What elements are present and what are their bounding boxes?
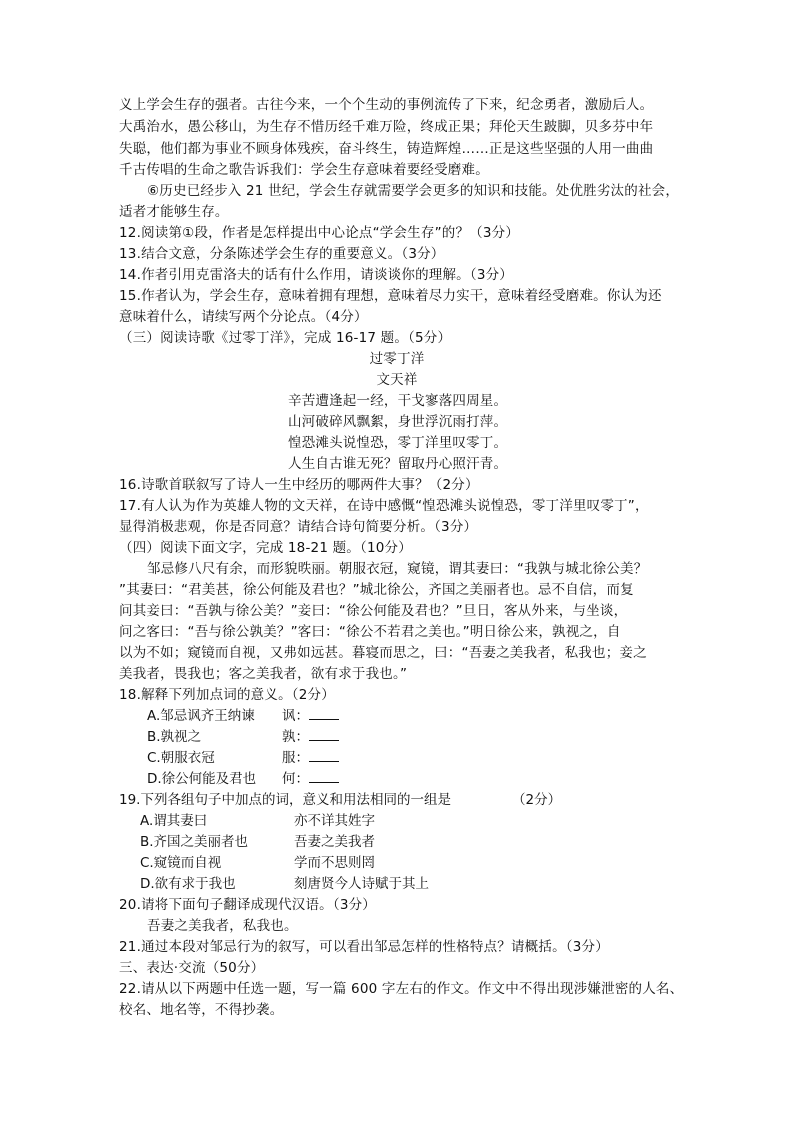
question-19-text: 19.下列各组句子中加点的词，意义和用法相同的一组是 bbox=[119, 792, 451, 808]
question-15-cont: 意味着什么，请续写两个分论点。（4分） bbox=[119, 309, 368, 325]
question-20-sentence: 吾妻之美我者，私我也。 bbox=[147, 918, 298, 934]
passage-line: 义上学会生存的强者。古往今来，一个个生动的事例流传了下来，纪念勇者，激励后人。 bbox=[119, 97, 654, 113]
q18-item-text: D.徐公何能及君也 bbox=[147, 771, 257, 787]
poem-line: 辛苦遭逢起一经，干戈寥落四周星。 bbox=[288, 393, 508, 409]
classical-text-line: 以为不如；窥镜而自视，又弗如远甚。暮寝而思之，曰：“吾妻之美我者，私我也；妾之 bbox=[119, 645, 647, 661]
q18-item-answer[interactable]: 何： bbox=[282, 769, 339, 789]
question-16: 16.诗歌首联叙写了诗人一生中经历的哪两件大事？（2分） bbox=[119, 477, 479, 493]
passage-line: 大禹治水，愚公移山，为生存不惜历经千难万险，终成正果；拜伦天生跛脚，贝多芬中年 bbox=[119, 119, 654, 135]
passage-line: 失聪，他们都为事业不顾身体残疾，奋斗终生，铸造辉煌……正是这些坚强的人用一曲曲 bbox=[119, 141, 654, 157]
question-12: 12.阅读第①段，作者是怎样提出中心论点“学会生存”的？（3分） bbox=[119, 225, 520, 241]
question-22: 22.请从以下两题中任选一题，写一篇 600 字左右的作文。作文中不得出现涉嫌泄密的人名、 bbox=[119, 981, 684, 997]
q19-option-left: C.窥镜而自视 bbox=[140, 855, 222, 871]
q19-option-right: 学而不思则罔 bbox=[294, 855, 375, 871]
passage-line: 适者才能够生存。 bbox=[119, 204, 229, 220]
question-20: 20.请将下面句子翻译成现代汉语。（3分） bbox=[119, 897, 377, 913]
question-18: 18.解释下列加点词的意义。（2分） bbox=[119, 687, 335, 703]
classical-text-line: ”其妻曰：“君美甚，徐公何能及君也？”城北徐公，齐国之美丽者也。忌不自信，而复 bbox=[119, 582, 634, 598]
question-22-cont: 校名、地名等，不得抄袭。 bbox=[119, 1002, 284, 1018]
poem-author: 文天祥 bbox=[376, 372, 418, 388]
question-13: 13.结合文意，分条陈述学会生存的重要意义。（3分） bbox=[119, 246, 445, 262]
answer-blank[interactable] bbox=[309, 770, 339, 783]
question-21: 21.通过本段对邹忌行为的叙写，可以看出邹忌怎样的性格特点？请概括。（3分） bbox=[119, 939, 609, 955]
question-14: 14.作者引用克雷洛夫的话有什么作用，请谈谈你的理解。（3分） bbox=[119, 267, 514, 283]
question-17: 17.有人认为作为英雄人物的文天祥，在诗中感慨“惶恐滩头说惶恐，零丁洋里叹零丁”， bbox=[119, 498, 649, 514]
passage-paragraph-6: ⑥历史已经步入 21 世纪，学会生存就需要学会更多的知识和技能。处优胜劣汰的社会， bbox=[147, 183, 680, 199]
classical-text-line: 问其妾曰：“吾孰与徐公美？”妾曰：“徐公何能及君也？”旦日，客从外来，与坐谈， bbox=[119, 603, 628, 619]
poem-line: 人生自古谁无死？留取丹心照汗青。 bbox=[288, 456, 508, 472]
q18-item-answer[interactable]: 服： bbox=[282, 748, 339, 768]
question-15: 15.作者认为，学会生存，意味着拥有理想，意味着尽力实干，意味着经受磨难。你认为还 bbox=[119, 288, 662, 304]
q18-item-answer[interactable]: 讽： bbox=[282, 706, 339, 726]
poem-line: 惶恐滩头说惶恐，零丁洋里叹零丁。 bbox=[288, 435, 508, 451]
question-17-cont: 显得消极悲观，你是否同意？请结合诗句简要分析。（3分） bbox=[119, 519, 478, 535]
q19-option-left: D.欲有求于我也 bbox=[140, 876, 236, 892]
section-4-heading: （四）阅读下面文字，完成 18-21 题。（10分） bbox=[119, 540, 412, 556]
classical-text-line: 美我者，畏我也；客之美我者，欲有求于我也。” bbox=[119, 666, 408, 682]
classical-text-line: 问之客曰：“吾与徐公孰美？”客曰：“徐公不若君之美也。”明日徐公来，孰视之，自 bbox=[119, 624, 621, 640]
classical-text-line: 邹忌修八尺有余，而形貌昳丽。朝服衣冠，窥镜，谓其妻曰：“我孰与城北徐公美？ bbox=[147, 561, 648, 577]
q19-option-right: 吾妻之美我者 bbox=[294, 834, 375, 850]
answer-blank[interactable] bbox=[309, 749, 339, 762]
passage-line: 千古传唱的生命之歌告诉我们：学会生存意味着要经受磨难。 bbox=[119, 162, 489, 178]
q19-option-left: B.齐国之美丽者也 bbox=[140, 834, 249, 850]
poem-title: 过零丁洋 bbox=[369, 351, 425, 367]
question-19-score: （2分） bbox=[512, 792, 562, 808]
answer-blank[interactable] bbox=[309, 707, 339, 720]
answer-blank[interactable] bbox=[309, 728, 339, 741]
q18-item-answer[interactable]: 孰： bbox=[282, 727, 339, 747]
poem-line: 山河破碎风飘絮，身世浮沉雨打萍。 bbox=[288, 414, 508, 430]
section-3-heading: （三）阅读诗歌《过零丁洋》，完成 16-17 题。（5分） bbox=[119, 330, 452, 346]
part-3-heading: 三、表达·交流（50分） bbox=[119, 960, 265, 976]
q19-option-left: A.谓其妻曰 bbox=[140, 813, 208, 829]
q18-item-text: A.邹忌讽齐王纳谏 bbox=[147, 708, 255, 724]
q18-item-text: C.朝服衣冠 bbox=[147, 750, 215, 766]
q18-item-text: B.孰视之 bbox=[147, 729, 202, 745]
q19-option-right: 刻唐贤今人诗赋于其上 bbox=[294, 876, 429, 892]
q19-option-right: 亦不详其姓字 bbox=[294, 813, 375, 829]
